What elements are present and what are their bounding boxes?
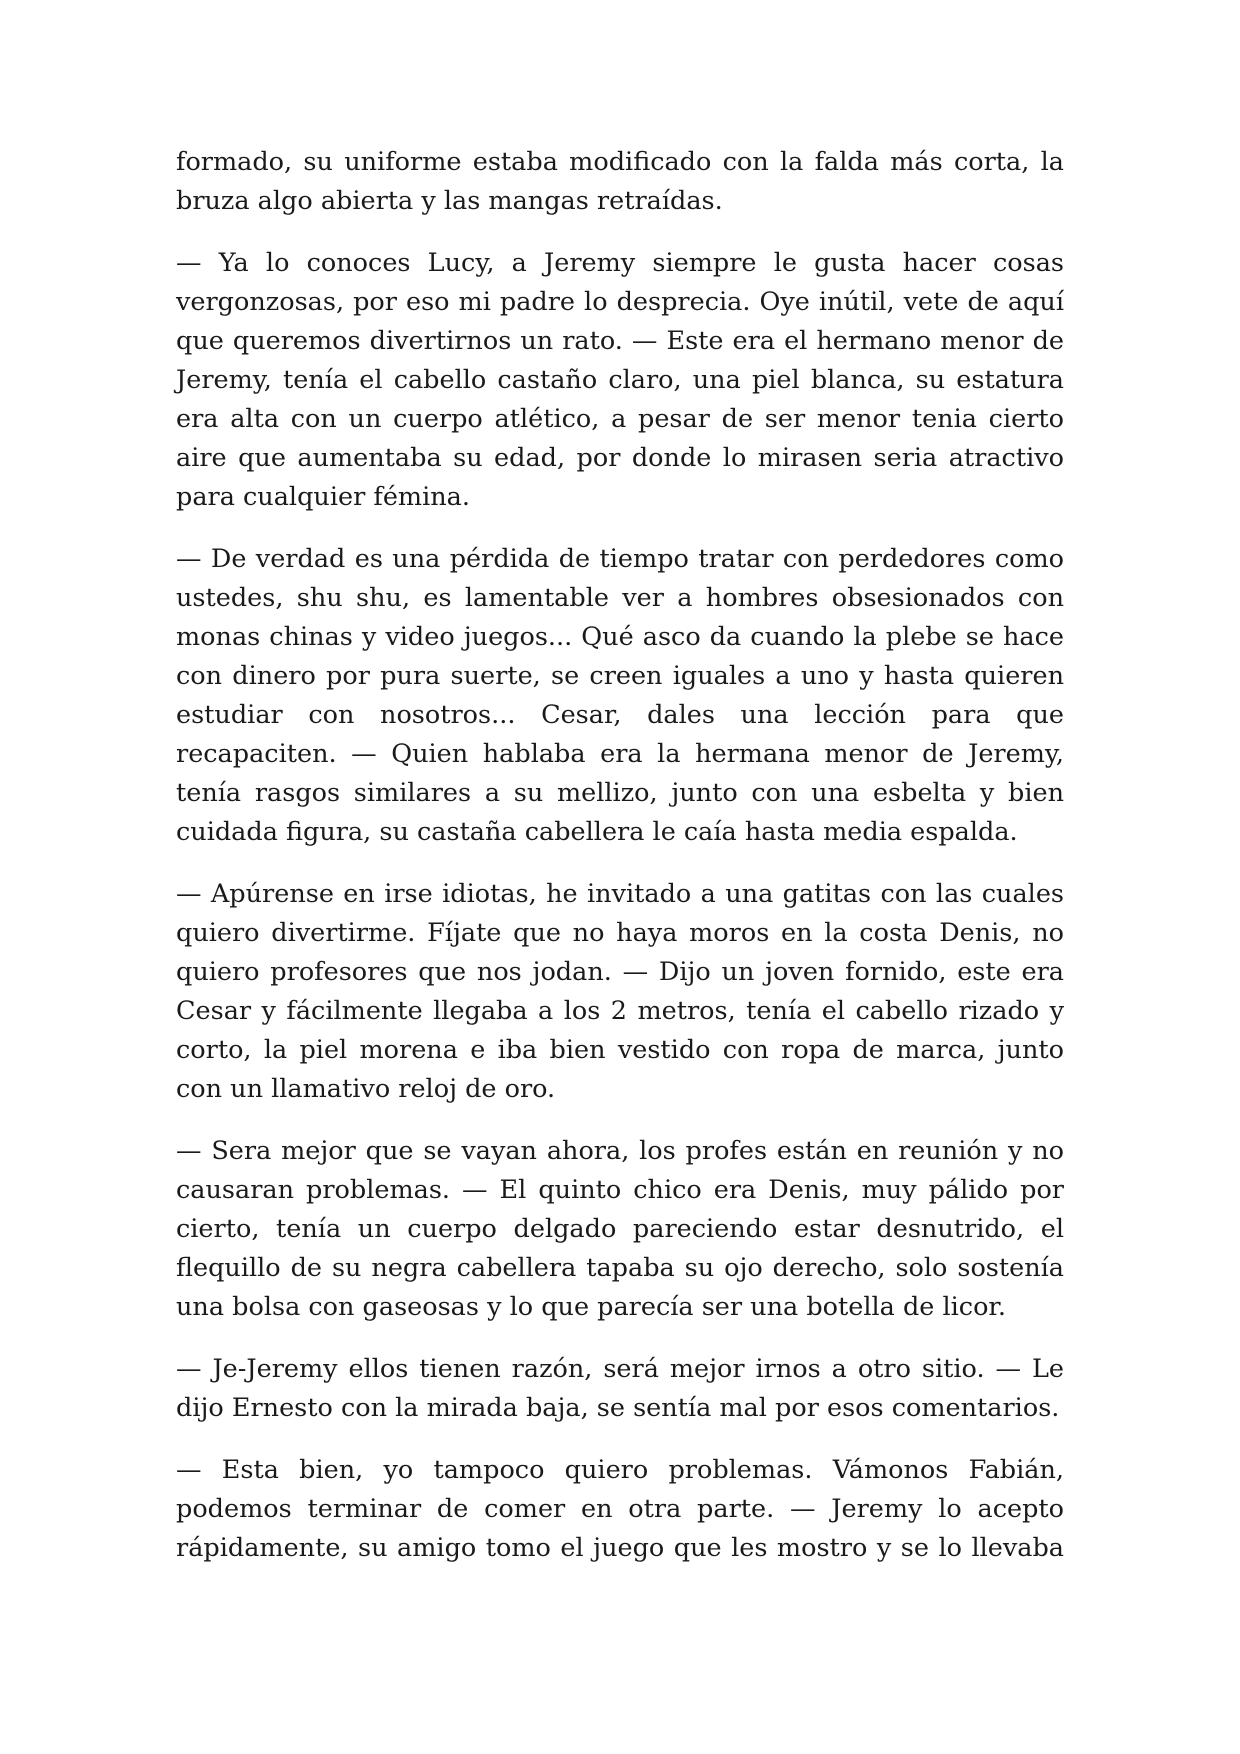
paragraph-6: — Je-Jeremy ellos tienen razón, será mejor irnos a otro sitio. — Le dijo Ernesto con la mirada baja, se sentía mal por esos comentarios. bbox=[176, 1354, 1064, 1423]
paragraph-3: — De verdad es una pérdida de tiempo tratar con perdedores como ustedes, shu shu, es lamentable ver a hombres obsesionados con monas chinas y video juegos... Qué asco da cuando la plebe se hace con dinero por pura suerte, se creen iguales a uno y hasta quieren estudiar con nosotros... Cesar, dales una lección para que recapaciten. — Quien hablaba era la hermana menor de Jeremy, tenía rasgos similares a su mellizo, junto con una esbelta y bien cuidada figura, su castaña cabellera le caía hasta media espalda. bbox=[176, 544, 1064, 847]
paragraph-1: formado, su uniforme estaba modificado con la falda más corta, la bruza algo abierta y las mangas retraídas. bbox=[176, 147, 1064, 216]
paragraph-2: — Ya lo conoces Lucy, a Jeremy siempre le gusta hacer cosas vergonzosas, por eso mi padre lo desprecia. Oye inútil, vete de aquí que queremos divertirnos un rato. — Este era el hermano menor de Jeremy, tenía el cabello castaño claro, una piel blanca, su estatura era alta con un cuerpo atlético, a pesar de ser menor tenia cierto aire que aumentaba su edad, por donde lo mirasen seria atractivo para cualquier fémina. bbox=[176, 248, 1064, 512]
paragraph-5: — Sera mejor que se vayan ahora, los profes están en reunión y no causaran problemas. — El quinto chico era Denis, muy pálido por cierto, tenía un cuerpo delgado pareciendo estar desnutrido, el flequillo de su negra cabellera tapaba su ojo derecho, solo sostenía una bolsa con gaseosas y lo que parecía ser una botella de licor. bbox=[176, 1136, 1064, 1322]
body-text bbox=[176, 143, 1064, 1568]
paragraph-4: — Apúrense en irse idiotas, he invitado a una gatitas con las cuales quiero divertirme. Fíjate que no haya moros en la costa Denis, no quiero profesores que nos jodan. — Dijo un joven fornido, este era Cesar y fácilmente llegaba a los 2 metros, tenía el cabello rizado y corto, la piel morena e iba bien vestido con ropa de marca, junto con un llamativo reloj de oro. bbox=[176, 879, 1064, 1104]
paragraph-7: — Esta bien, yo tampoco quiero problemas. Vámonos Fabián, podemos terminar de comer en otra parte. — Jeremy lo acepto rápidamente, su amigo tomo el juego que les mostro y se lo llevaba bbox=[176, 1455, 1064, 1563]
